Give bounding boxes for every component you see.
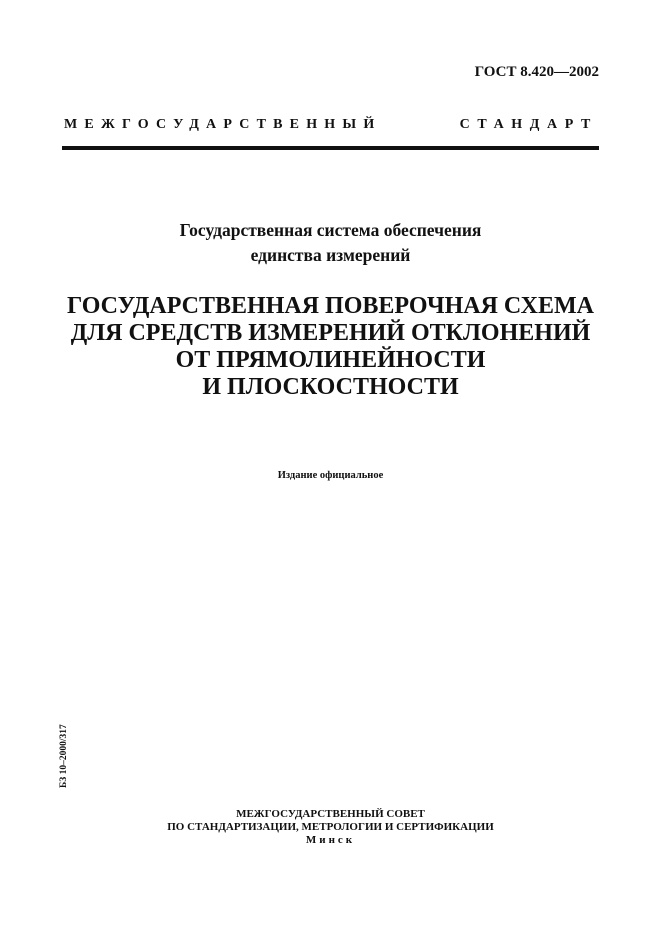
title-line: ГОСУДАРСТВЕННАЯ ПОВЕРОЧНАЯ СХЕМА — [67, 293, 594, 319]
header-rule — [62, 146, 599, 150]
title-line: ДЛЯ СРЕДСТВ ИЗМЕРЕНИЙ ОТКЛОНЕНИЙ — [70, 320, 591, 346]
standard-category-left: МЕЖГОСУДАРСТВЕННЫЙ — [64, 117, 382, 132]
publisher-city: Минск — [305, 834, 356, 846]
subtitle-line: единства измерений — [250, 245, 411, 265]
document-number: ГОСТ 8.420—2002 — [474, 64, 599, 80]
publisher-block — [0, 808, 661, 847]
side-code: БЗ 10–2000/317 — [59, 724, 69, 788]
title-line: И ПЛОСКОСТНОСТИ — [202, 374, 459, 400]
document-title — [0, 293, 661, 401]
subtitle-line: Государственная система обеспечения — [179, 220, 482, 240]
edition-label: Издание официальное — [277, 470, 384, 481]
publisher-line: ПО СТАНДАРТИЗАЦИИ, МЕТРОЛОГИИ И СЕРТИФИКАЦИИ — [167, 821, 494, 833]
standard-category-right: СТАНДАРТ — [459, 117, 598, 132]
title-line: ОТ ПРЯМОЛИНЕЙНОСТИ — [175, 347, 486, 373]
publisher-line: МЕЖГОСУДАРСТВЕННЫЙ СОВЕТ — [236, 808, 425, 820]
document-subtitle — [0, 218, 661, 268]
